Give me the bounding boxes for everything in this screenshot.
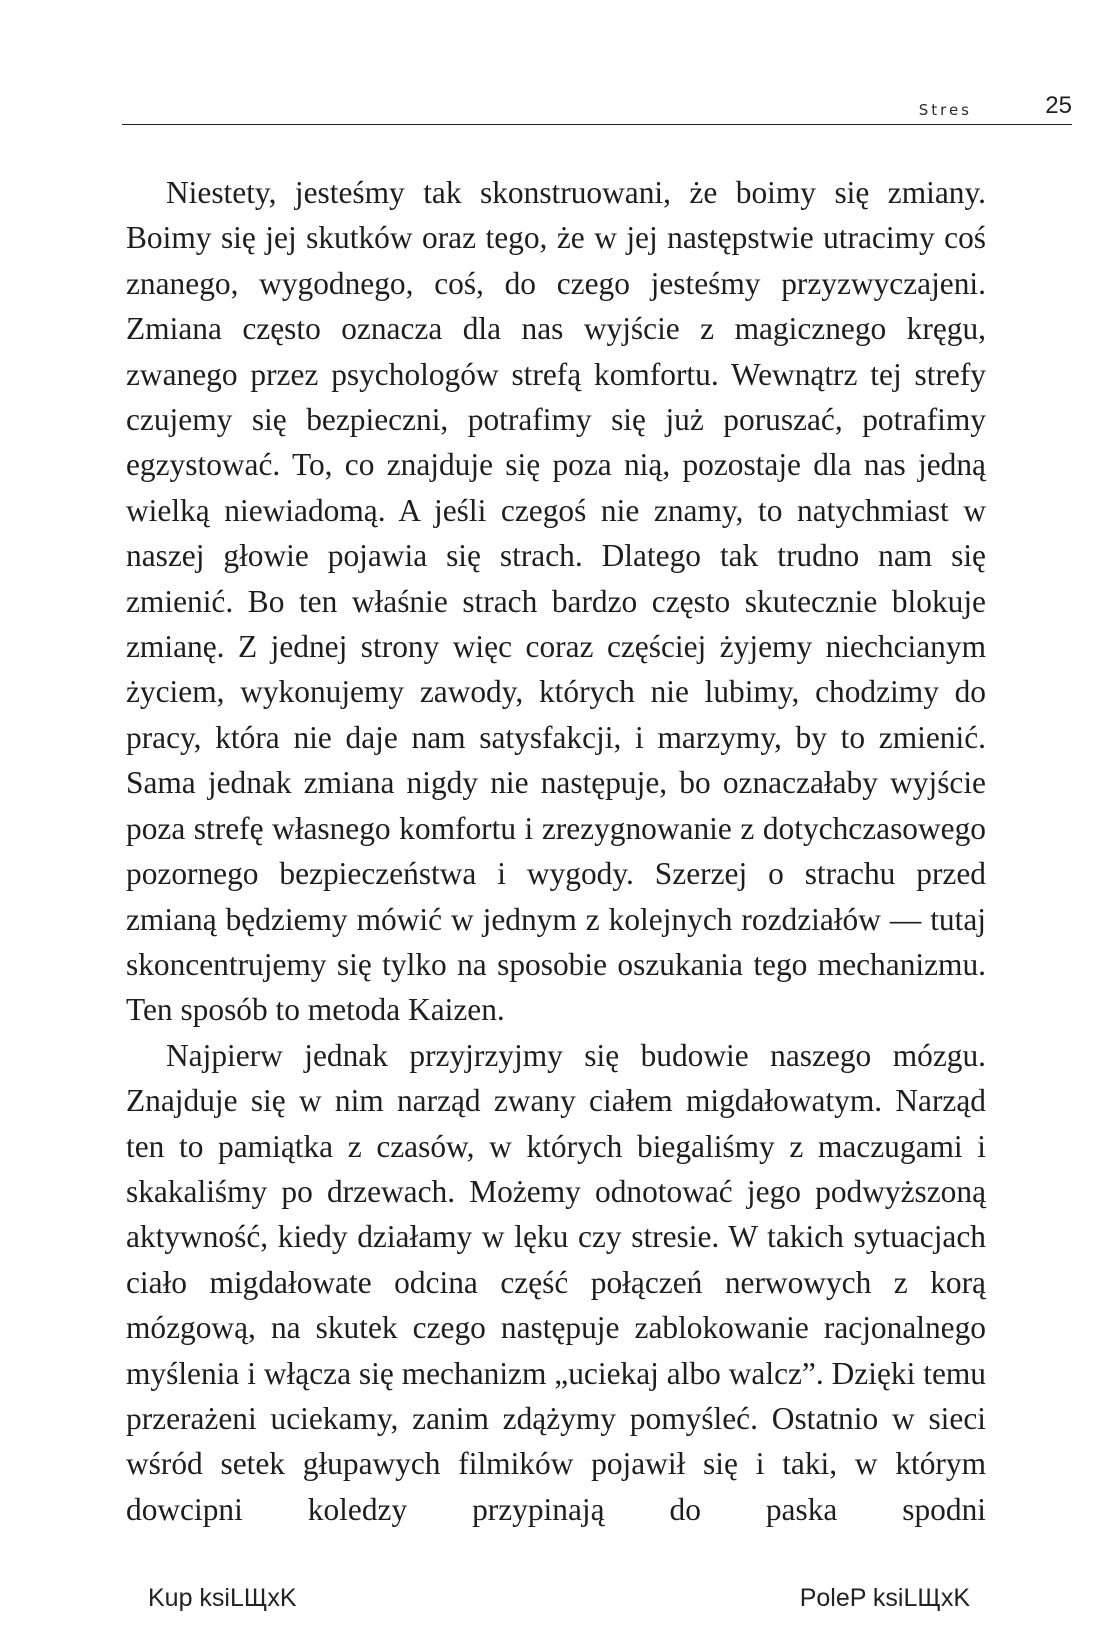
chapter-title: Stres [918,101,972,119]
body-text [126,170,986,1532]
running-header [122,84,1072,125]
paragraph-1: Niestety, jesteśmy tak skonstruowani, że boimy się zmiany. Boimy się jej skutków oraz tego, że w jej następstwie utracimy coś znanego, wygodnego, coś, do czego jesteśmy przyzwyczajeni. Zmiana często oznacza dla nas wyjście z magicznego kręgu, zwanego przez psychologów strefą komfortu. Wewnątrz tej strefy czujemy się bezpieczni, potrafimy się już poruszać, potrafimy egzystować. To, co znajduje się poza nią, pozostaje dla nas jedną wielką niewiadomą. A jeśli czegoś nie znamy, to natychmiast w naszej głowie pojawia się strach. Dlatego tak trudno nam się zmienić. Bo ten właśnie strach bardzo często skutecznie blokuje zmianę. Z jednej strony więc coraz częściej żyjemy niechcianym życiem, wykonujemy zawody, których nie lubimy, chodzimy do pracy, która nie daje nam satysfakcji, i marzymy, by to zmienić. Sama jednak zmiana nigdy nie następuje, bo oznaczałaby wyjście poza strefę własnego komfortu i zrezygnowanie z dotychczasowego pozornego bezpieczeństwa i wygody. Szerzej o strachu przed zmianą będziemy mówić w jednym z kolejnych rozdziałów — tutaj skoncentrujemy się tylko na sposobie oszukania tego mechanizmu. Ten sposób to metoda Kaizen. [126,175,986,1028]
page-number: 25 [1045,92,1072,119]
buy-book-link[interactable]: Kup ksiLЩxK [148,1584,297,1612]
paragraph-2: Najpierw jednak przyjrzyjmy się budowie naszego mózgu. Znajduje się w nim narząd zwany ciałem migdałowatym. Narząd ten to pamiątka z czasów, w których biegaliśmy z maczugami i skakaliśmy po drzewach. Możemy odnotować jego podwyższoną aktywność, kiedy działamy w lęku czy stresie. W takich sytuacjach ciało migdałowate odcina część połączeń nerwowych z korą mózgową, na skutek czego następuje zablokowanie racjonalnego myślenia i włącza się mechanizm „uciekaj albo walcz”. Dzięki temu przerażeni uciekamy, zanim zdążymy pomyśleć. Ostatnio w sieci wśród setek głupawych filmików pojawił się i taki, w którym dowcipni koledzy przypinają do paska spodni [126,1037,986,1527]
recommend-book-link[interactable]: PoleP ksiLЩxK [799,1584,970,1612]
